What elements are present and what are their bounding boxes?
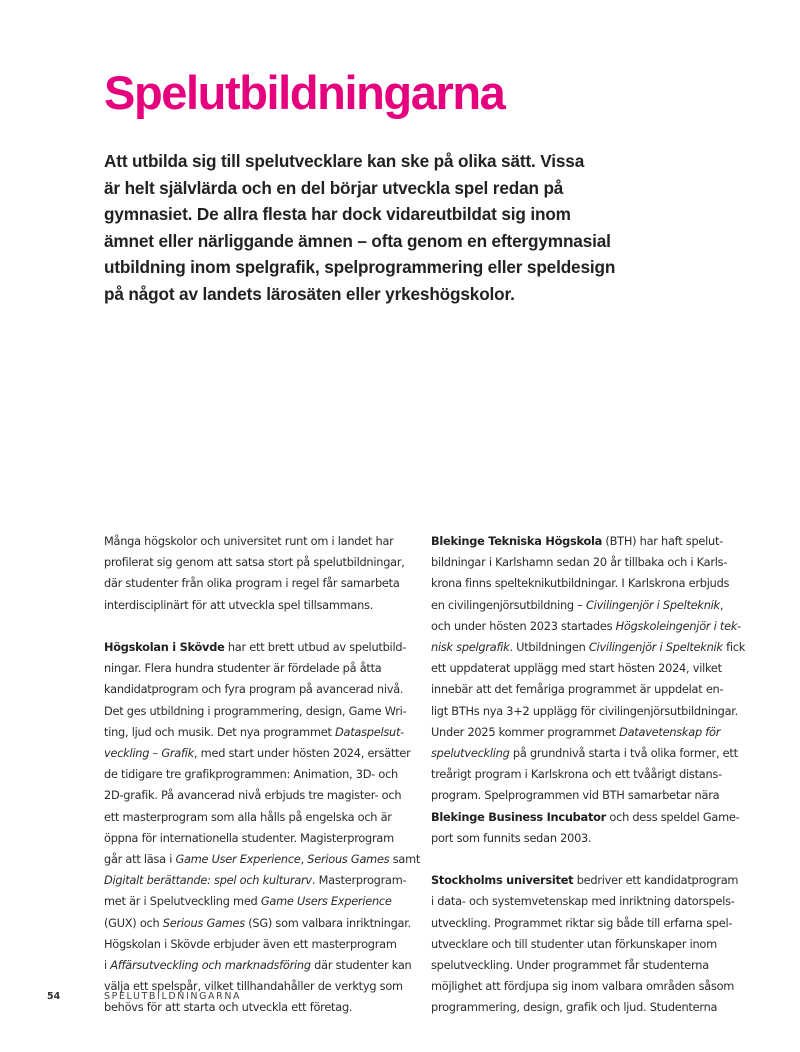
text-line: Högskolan i Skövde erbjuder även ett masterprogram	[104, 936, 397, 951]
text-line	[104, 955, 414, 976]
text-line: krona finns spelteknikutbildningar. I Karlskrona erbjuds	[431, 576, 730, 591]
text-run: . Utbildningen	[509, 640, 589, 655]
page-footer	[0, 991, 800, 1007]
text-run: på grundnivå starta i två olika former, ett	[509, 746, 738, 761]
text-line: ligt BTHs nya 3+2 upplägg för civilingenjörsutbildningar.	[431, 703, 739, 718]
institution-name: Stockholms universitet	[431, 873, 574, 888]
text-line: bildningar i Karlshamn sedan 20 år tillbaka och i Karls-	[431, 555, 728, 570]
institution-name: Blekinge Tekniska Högskola	[431, 534, 603, 548]
program-name: spelutveckling	[431, 746, 510, 761]
program-name: Datavetenskap för	[619, 724, 721, 739]
text-line	[104, 891, 414, 912]
text-run: har ett brett utbud av spelutbild-	[224, 640, 407, 654]
text-line: port som funnits sedan 2003.	[431, 830, 592, 845]
text-line: ningar. Flera hundra studenter är fördelade på åtta	[104, 661, 382, 676]
text-line	[104, 637, 414, 658]
text-line: kandidatprogram och fyra program på avancerad nivå.	[104, 682, 404, 697]
text-line: Många högskolor och universitet runt om i landet har	[104, 534, 394, 548]
ingress-line: är helt självlärda och en del börjar utveckla spel redan på	[104, 177, 564, 198]
ingress-line: ämnet eller närliggande ämnen – ofta genom en eftergymnasial	[104, 230, 611, 251]
text-line: ett uppdaterat upplägg med start hösten 2024, vilket	[431, 661, 722, 676]
running-head: SPELUTBILDNINGARNA	[104, 991, 242, 1002]
text-line: utveckling. Programmet riktar sig både till erfarna spel-	[431, 915, 733, 930]
text-line	[431, 722, 731, 743]
page-title: Spelutbildningarna	[104, 66, 505, 119]
body-column-left	[104, 531, 421, 1040]
program-name: Digitalt berättande: spel och kulturarv	[104, 873, 312, 888]
text-line: 2D-grafik. På avancerad nivå erbjuds tre magister- och	[104, 788, 402, 803]
ingress-line: utbildning inom spelgrafik, spelprogrammering eller speldesign	[104, 257, 616, 277]
text-run: går att läsa i	[104, 852, 176, 867]
program-name: Dataspelsut-	[335, 724, 405, 739]
text-line: treårigt program i Karlskrona och ett tvåårigt distans-	[431, 767, 722, 782]
text-line	[104, 913, 414, 934]
program-name: Serious Games	[307, 852, 390, 867]
text-run: ,	[300, 852, 308, 867]
text-line: programmering, design, grafik och ljud. Studenterna	[431, 1000, 718, 1015]
text-line: program. Spelprogrammen vid BTH samarbetar nära	[431, 788, 720, 803]
text-run: och under hösten 2023 startades	[431, 618, 616, 633]
text-line: de tidigare tre grafikprogrammen: Animation, 3D- och	[104, 767, 398, 782]
text-run: samt	[389, 852, 421, 867]
institution-name: Högskolan i Skövde	[104, 640, 225, 654]
text-run: ,	[719, 597, 724, 612]
text-line: ett masterprogram som alla hålls på engelska och är	[104, 809, 392, 824]
text-line: behövs för att starta och utveckla ett företag.	[104, 1000, 353, 1015]
text-run: ting, ljud och musik. Det nya programmet	[104, 724, 336, 739]
program-name: Game User Experience	[175, 852, 301, 867]
ingress	[104, 148, 684, 307]
text-line	[431, 531, 731, 552]
text-run: Under 2025 kommer programmet	[431, 724, 620, 739]
text-line	[431, 616, 741, 637]
text-run: . Masterprogram-	[311, 873, 407, 888]
text-line	[104, 849, 421, 870]
text-line	[104, 870, 414, 891]
organization-name: Blekinge Business Incubator	[431, 809, 607, 824]
program-name: Högskoleingenjör i tek-	[615, 618, 741, 633]
text-run: där studenter kan	[310, 958, 412, 973]
text-line: öppna för internationella studenter. Magisterprogram	[104, 830, 394, 845]
text-run: (GUX) och	[104, 915, 163, 930]
text-run: , med start under hösten 2024, ersätter	[193, 746, 411, 761]
ingress-line: på något av landets lärosäten eller yrkeshögskolor.	[104, 283, 515, 304]
program-name: Civilingenjör i Spelteknik	[586, 597, 720, 612]
program-name: Game Users Experience	[260, 894, 392, 909]
paragraph-hogskolan-i-skovde	[104, 637, 421, 1019]
text-line: Det ges utbildning i programmering, design, Game Wri-	[104, 703, 407, 718]
text-line	[431, 743, 738, 764]
text-line	[431, 637, 746, 658]
text-run: en civilingenjörsutbildning –	[431, 597, 587, 612]
text-run: bedriver ett kandidatprogram	[573, 873, 739, 888]
text-line: utvecklare och till studenter utan förkunskaper inom	[431, 936, 717, 951]
text-line	[104, 743, 414, 764]
text-run: met är i Spelutveckling med	[104, 894, 261, 909]
text-line: innebär att det femåriga programmet är uppdelat en-	[431, 682, 724, 697]
text-run: (SG) som valbara inriktningar.	[244, 915, 411, 930]
paragraph-bth	[431, 531, 746, 849]
text-line: i data- och systemvetenskap med inriktning datorspels-	[431, 894, 735, 909]
text-line	[104, 722, 414, 743]
body-column-right	[431, 531, 746, 1040]
program-name: nisk spelgrafik	[431, 640, 510, 655]
text-line	[431, 807, 740, 828]
text-line: interdisciplinärt för att utveckla spel tillsammans.	[104, 597, 374, 612]
page-number: 54	[47, 991, 61, 1002]
program-name: Civilingenjör i Spelteknik	[588, 640, 723, 655]
ingress-line: gymnasiet. De allra flesta har dock vidareutbildat sig inom	[104, 204, 571, 224]
text-run: och dess speldel Game-	[606, 809, 740, 824]
program-name: Serious Games	[162, 915, 245, 930]
text-line: välja ett spelspår, vilket tillhandahåller de verktyg som	[104, 979, 403, 994]
program-name: veckling – Grafik	[104, 746, 194, 761]
text-run: i	[104, 958, 111, 973]
text-line: möjlighet att fördjupa sig inom valbara områden såsom	[431, 979, 735, 994]
program-name: Affärsutveckling och marknadsföring	[110, 958, 311, 973]
text-line: spelutveckling. Under programmet får studenterna	[431, 958, 709, 973]
text-run: fick	[722, 640, 746, 655]
text-run: (BTH) har haft spelut-	[602, 534, 724, 548]
text-line	[431, 870, 739, 891]
paragraph-intro	[104, 531, 414, 616]
text-line: där studenter från olika program i regel får samarbeta	[104, 576, 400, 591]
ingress-line: Att utbilda sig till spelutvecklare kan ske på olika sätt. Vissa	[104, 151, 585, 171]
text-line: profilerat sig genom att satsa stort på spelutbildningar,	[104, 555, 405, 570]
text-line	[431, 595, 731, 616]
